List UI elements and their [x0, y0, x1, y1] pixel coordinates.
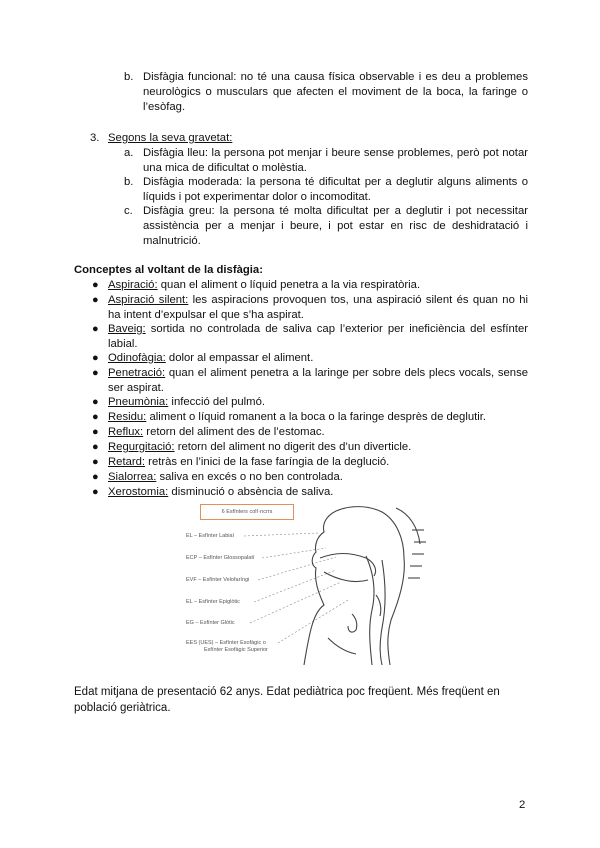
concept-term: Baveig: [108, 323, 146, 335]
figure-label-velopharyngeal: EVF – Esfínter Velofaríngi [186, 577, 250, 583]
severity-number: 3. [90, 132, 100, 144]
closing-paragraph: Edat mitjana de presentació 62 anys. Edat pediàtrica poc freqüent. Més freqüent en població geriàtrica. [74, 686, 500, 714]
concept-term: Aspiració: [108, 279, 158, 291]
concept-definition: retorn del aliment des de l’estomac. [143, 426, 325, 438]
concept-term: Odinofàgia: [108, 352, 166, 364]
bullet-icon: ● [92, 471, 99, 483]
bullet-icon: ● [92, 486, 99, 498]
concept-regurgitation [108, 440, 528, 455]
concept-term: Penetració: [108, 367, 166, 379]
head-neck-sagittal-illustration [186, 500, 486, 665]
concepts-heading: Conceptes al voltant de la disfàgia: [74, 264, 263, 276]
severity-marker-a: a. [124, 147, 134, 159]
concept-term: Xerostomia: [108, 486, 169, 498]
concept-xerostomia [108, 485, 528, 500]
bullet-icon: ● [92, 441, 99, 453]
figure-label-epiglottic: EL – Esfínter Epiglòtic [186, 599, 240, 605]
concept-odynophagia [108, 351, 528, 366]
severity-heading: Segons la seva gravetat: [108, 132, 233, 144]
concept-aspiration [108, 278, 528, 293]
concept-definition: retorn del aliment no digerit des d’un diverticle. [174, 441, 412, 453]
bullet-icon: ● [92, 426, 99, 438]
concept-definition: sortida no controlada de saliva cap l’exterior per ineficiència del esfínter labial. [108, 323, 528, 350]
list-marker-b: b. [124, 71, 134, 83]
concept-silent-aspiration [108, 293, 528, 323]
figure-label-labial: EL – Esfínter Labial [186, 533, 234, 539]
concept-delay [108, 455, 528, 470]
concept-drooling [108, 322, 528, 352]
concept-term: Residu: [108, 411, 147, 423]
severity-mild: Disfàgia lleu: la persona pot menjar i beure sense problemes, però pot notar una mica de dificultat o molèstia. [143, 147, 528, 174]
concept-definition: saliva en excés o no ben controlada. [156, 471, 343, 483]
concept-definition: retràs en l’inici de la fase faríngia de la deglució. [145, 456, 390, 468]
severity-marker-b: b. [124, 176, 134, 188]
concept-term: Regurgitació: [108, 441, 175, 453]
concept-pneumonia [108, 395, 528, 410]
concept-term: Reflux: [108, 426, 144, 438]
sphincters-figure [186, 500, 486, 665]
concept-sialorrhea [108, 470, 528, 485]
concept-definition: les aspiracions provoquen tos, una aspiració silent és quan no hi ha intent d’expulsar el que s’ha aspirat. [108, 294, 528, 321]
concept-definition: quan el aliment o líquid penetra a la via respiratòria. [157, 279, 421, 291]
figure-label-glottic: EG – Esfínter Glòtic [186, 620, 235, 626]
bullet-icon: ● [92, 352, 99, 364]
bullet-icon: ● [92, 323, 99, 335]
concept-definition: quan el aliment penetra a la laringe per sobre dels plecs vocals, sense ser aspirat. [108, 367, 528, 394]
page-number: 2 [519, 799, 526, 811]
concept-term: Aspiració silent: [108, 294, 189, 306]
bullet-icon: ● [92, 279, 99, 291]
severity-marker-c: c. [124, 205, 133, 217]
figure-label-glossopalatine: ECP – Esfínter Glossopalatí [186, 555, 255, 561]
concept-term: Sialorrea: [108, 471, 157, 483]
concept-residue [108, 410, 528, 425]
functional-dysphagia-text: Disfàgia funcional: no té una causa física observable i es deu a problemes neurològics o musculars que afecten el moviment de la boca, la faringe o l’esòfag. [143, 71, 528, 113]
bullet-icon: ● [92, 456, 99, 468]
figure-label-ues-2: Esfínter Esofàgic Superior [204, 647, 268, 653]
concept-reflux [108, 425, 528, 440]
concept-term: Retard: [108, 456, 146, 468]
bullet-icon: ● [92, 411, 99, 423]
concept-definition: infecció del pulmó. [168, 396, 265, 408]
figure-label-ues: EES (UES) – Esfínter Esofàgic o [186, 640, 266, 646]
concept-penetration [108, 366, 528, 396]
severity-severe: Disfàgia greu: la persona té molta dificultat per a deglutir i pot necessitar assistència per a menjar i beure, i pot estar en risc de deshidratació i malnutrició. [143, 205, 528, 247]
concept-term: Pneumònia: [108, 396, 169, 408]
bullet-icon: ● [92, 294, 99, 306]
figure-title-box: 6 Esfínters coŀl·ncrrs [200, 504, 294, 520]
concept-definition: disminució o absència de saliva. [168, 486, 334, 498]
concept-definition: dolor al empassar el aliment. [165, 352, 314, 364]
bullet-icon: ● [92, 396, 99, 408]
concept-definition: aliment o líquid romanent a la boca o la faringe desprès de deglutir. [146, 411, 487, 423]
severity-moderate: Disfàgia moderada: la persona té dificultat per a deglutir alguns aliments o líquids i pot experimentar dolor o incomoditat. [143, 176, 528, 203]
bullet-icon: ● [92, 367, 99, 379]
